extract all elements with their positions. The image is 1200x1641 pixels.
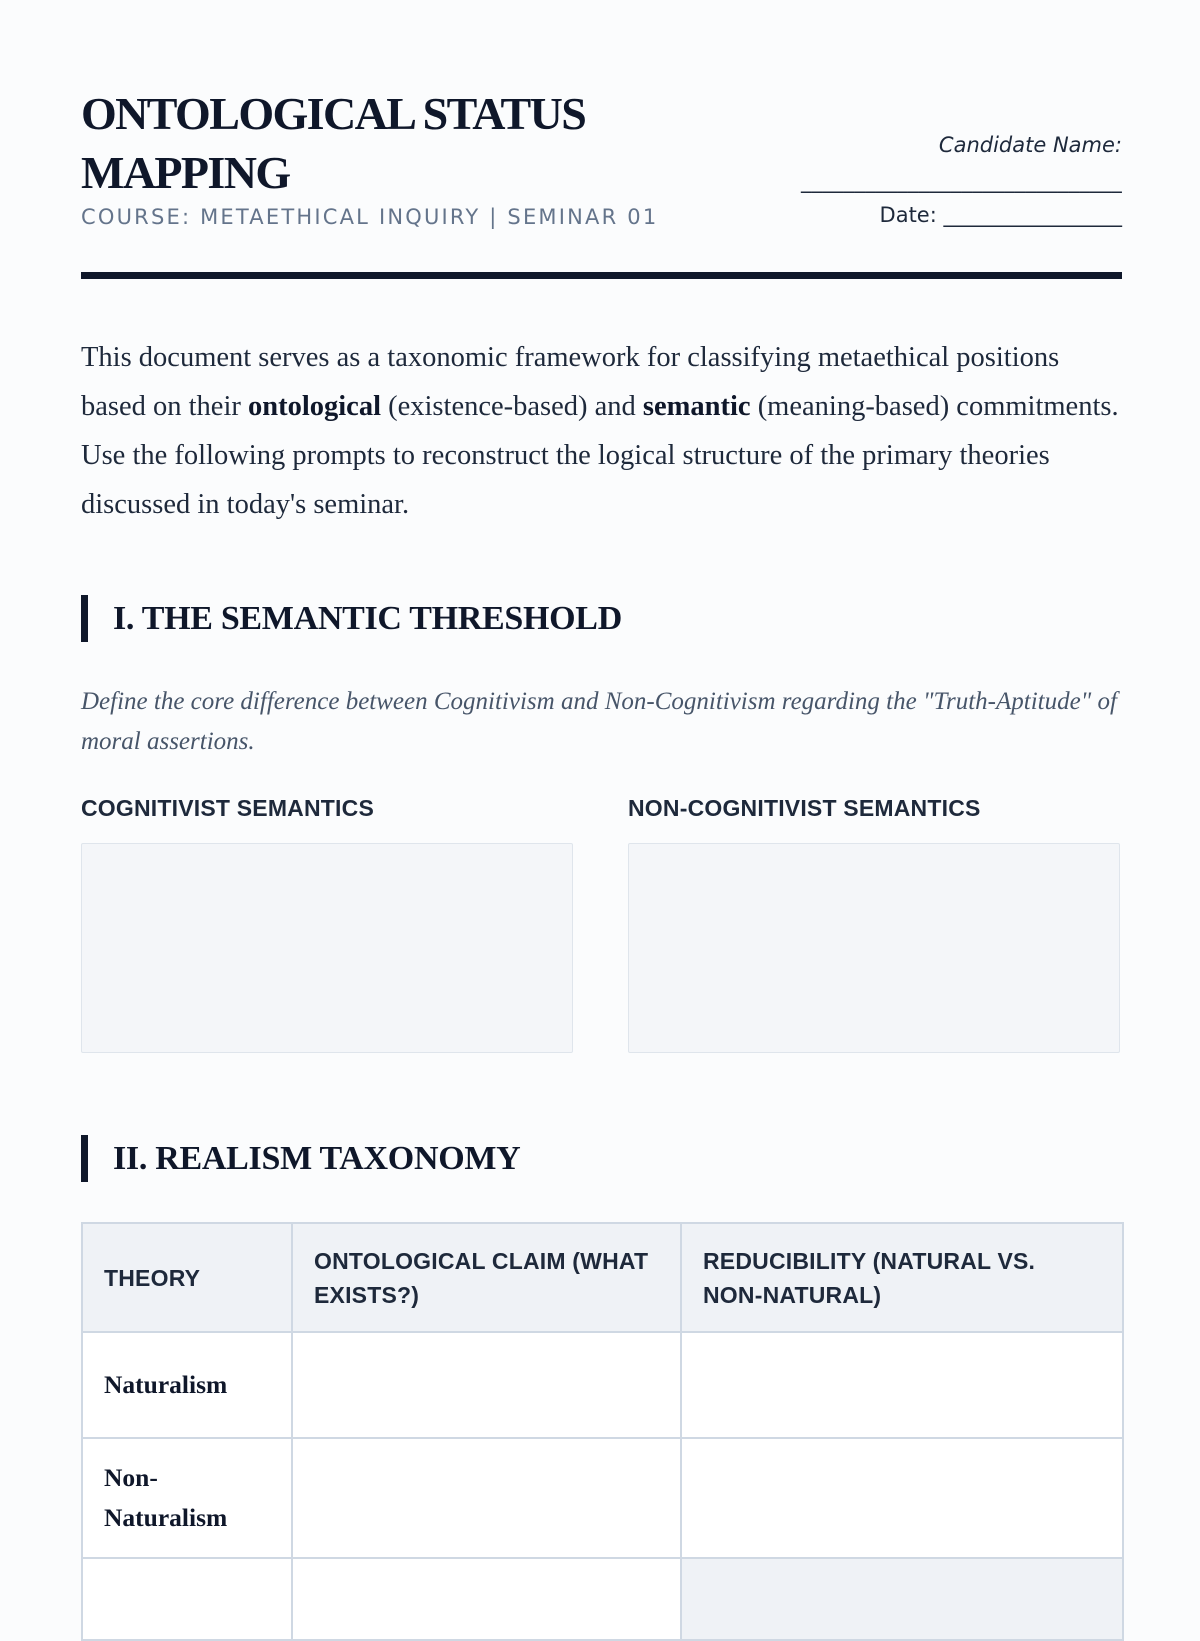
column-header-theory: THEORY (82, 1223, 292, 1332)
non-cognitivist-answer-box[interactable] (628, 843, 1120, 1053)
date-label: Date: (879, 203, 937, 227)
table-header-row (82, 1223, 1123, 1332)
non-cognitivist-label: NON-COGNITIVIST SEMANTICS (628, 795, 981, 821)
intro-text: (existence-based) and (381, 391, 643, 422)
reducibility-cell[interactable] (681, 1332, 1123, 1438)
reducibility-cell[interactable] (681, 1438, 1123, 1558)
intro-text: (meaning-based) commitments. Use the following prompts to reconstruct the logical structure of the primary theories discussed in today's seminar. (81, 391, 1119, 520)
cognitivist-label: COGNITIVIST SEMANTICS (81, 795, 374, 821)
ontological-claim-cell[interactable] (292, 1438, 681, 1558)
ontological-claim-cell[interactable] (292, 1558, 681, 1640)
column-header-ontological-claim: ONTOLOGICAL CLAIM (WHAT EXISTS?) (292, 1223, 681, 1332)
intro-text: This document serves as a taxonomic framework for classifying metaethical positions based on their (81, 342, 1060, 422)
date-row (801, 200, 1122, 230)
candidate-info (801, 130, 1122, 230)
table-row (82, 1332, 1123, 1438)
theory-cell (82, 1558, 292, 1640)
ontological-claim-cell[interactable] (292, 1332, 681, 1438)
date-field[interactable]: _________________ (943, 203, 1122, 227)
worksheet-page (81, 0, 1122, 1532)
realism-taxonomy-table (81, 1222, 1124, 1641)
intro-paragraph (81, 333, 1122, 529)
header-divider (81, 272, 1122, 279)
table-row (82, 1558, 1123, 1640)
section-heading-semantic-threshold: I. THE SEMANTIC THRESHOLD (81, 596, 622, 642)
document-title: ONTOLOGICAL STATUS MAPPING (81, 88, 586, 198)
intro-term-semantic: semantic (642, 391, 751, 422)
document-header (81, 0, 1122, 283)
intro-term-ontological: ontological (248, 391, 381, 422)
theory-cell: Naturalism (82, 1332, 292, 1438)
section-prompt: Define the core difference between Cognitivism and Non-Cognitivism regarding the "Truth-Aptitude" of moral assertions. (81, 688, 1117, 755)
column-header-reducibility: REDUCIBILITY (NATURAL VS. NON-NATURAL) (681, 1223, 1123, 1332)
candidate-name-label: Candidate Name: (938, 133, 1122, 157)
candidate-name-field[interactable]: ______________________________ (801, 169, 1122, 193)
cognitivist-answer-box[interactable] (81, 843, 573, 1053)
table-row (82, 1438, 1123, 1558)
course-subtitle: COURSE: METAETHICAL INQUIRY | SEMINAR 01 (81, 205, 659, 229)
reducibility-cell[interactable] (681, 1558, 1123, 1640)
section-heading-realism-taxonomy: II. REALISM TAXONOMY (81, 1136, 520, 1182)
theory-cell: Non-Naturalism (82, 1438, 292, 1558)
